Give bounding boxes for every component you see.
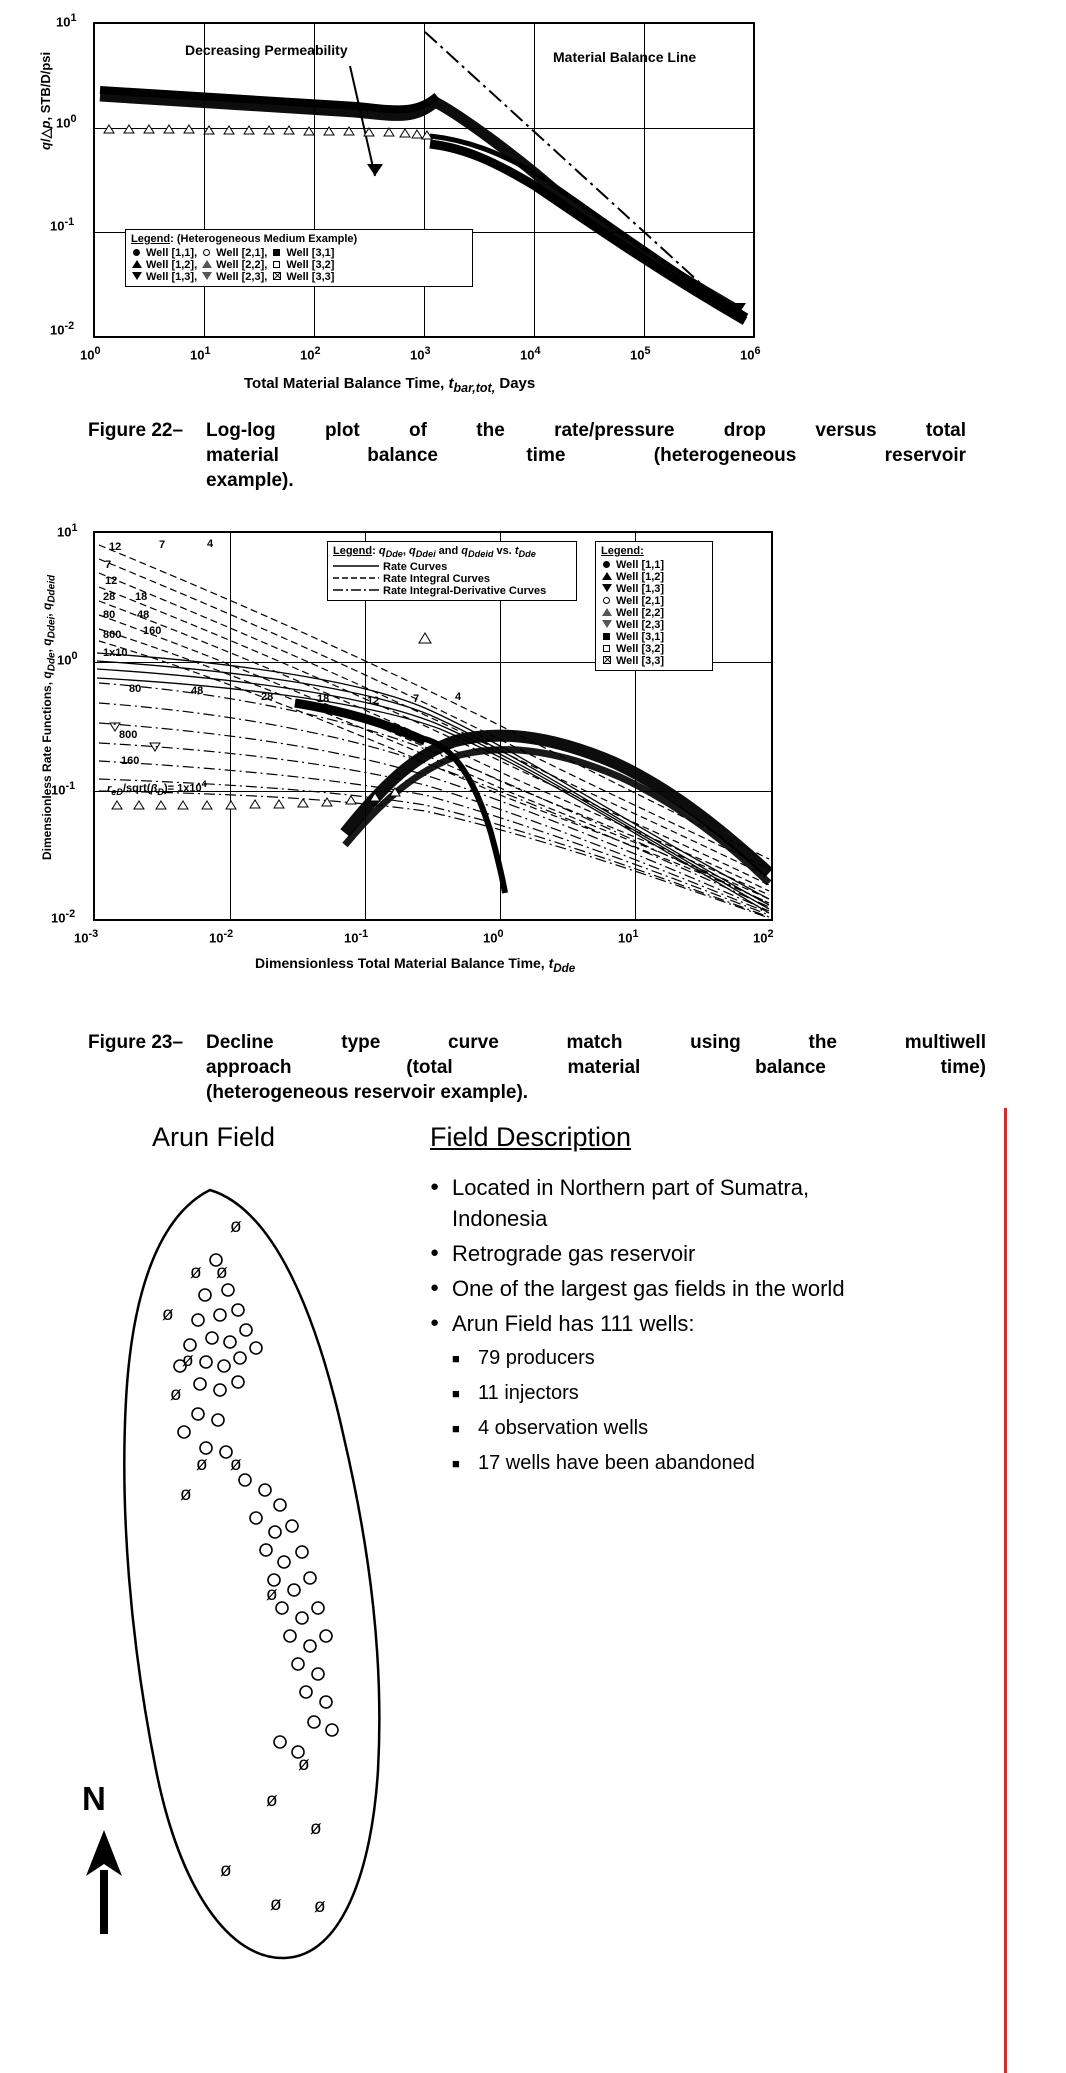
fig23-curve-label: 4: [455, 691, 462, 703]
arun-field-map: [70, 1170, 440, 1970]
figure-22-caption-line3: example).: [206, 470, 294, 491]
fig23-xtick-2: $10^{-1}$: [344, 928, 369, 946]
fig23-curve-label: 160: [121, 755, 140, 767]
fig22-legend-label: Well [1,1],: [146, 247, 198, 259]
slide-border-right: [1004, 1108, 1007, 2073]
fig23-legend-wells-row: [601, 559, 668, 571]
fig23-curve-label: 12: [109, 541, 122, 553]
fig23-curve-label: 12: [367, 695, 380, 707]
figure-23-caption-label: Figure 23–: [88, 1032, 184, 1053]
fig23-legend-curves-row: [333, 573, 550, 585]
fig23-curve-label: 48: [137, 609, 150, 621]
fig23-x-axis-label: Dimensionless Total Material Balance Time, $t_{Dde}$: [255, 955, 576, 975]
bullet-item: ● Arun Field has 111 wells:: [430, 1308, 910, 1339]
svg-text:ø: ø: [196, 1454, 208, 1475]
fig23-reD-label: $r_{eD}/sqrt(\beta_D)= 1x10^4$: [107, 779, 207, 797]
square-x-icon: [601, 656, 612, 667]
fig23-legend-wells-label: Well [2,2]: [616, 607, 665, 619]
fig23-curve-label: 800: [119, 729, 138, 741]
fig23-curve-label: 12: [105, 575, 118, 587]
fig22-xtick-4: $10^4$: [520, 345, 541, 363]
circle-filled-icon: [601, 560, 612, 571]
fig23-legend-curves: [327, 541, 577, 601]
square-open-icon: [601, 644, 612, 655]
fig22-xtick-6: $10^6$: [740, 345, 761, 363]
fig23-legend-wells: [595, 541, 713, 671]
fig23-plot-area: [93, 531, 773, 921]
fig23-legend-wells-label: Well [1,3]: [616, 583, 665, 595]
fig22-ytick-1: $10^0$: [56, 113, 77, 131]
svg-text:ø: ø: [170, 1384, 182, 1405]
fig23-legend-wells-label: Well [3,1]: [616, 631, 665, 643]
fig23-legend-wells-row: [601, 595, 668, 607]
svg-text:ø: ø: [266, 1790, 278, 1811]
fig23-ytick-2: $10^{-1}$: [51, 780, 76, 798]
fig22-legend-label: Well [2,2],: [216, 259, 268, 271]
svg-text:ø: ø: [190, 1262, 202, 1283]
fig23-curve-label: 18: [135, 591, 148, 603]
fig23-curve-label: 80: [129, 683, 142, 695]
triangle-down-open-icon: [201, 272, 212, 283]
triangle-up-open-icon: [601, 608, 612, 619]
fig22-annotation-material-balance: Material Balance Line: [553, 49, 697, 65]
fig23-legend-wells-row: [601, 643, 668, 655]
fig23-ytick-1: $10^0$: [57, 650, 78, 668]
fig23-xtick-5: $10^2$: [753, 928, 774, 946]
fig23-legend-wells-row: [601, 571, 668, 583]
fig22-legend-label: Well [3,1]: [286, 247, 335, 259]
bullet-subitem: ■ 17 wells have been abandoned: [452, 1448, 910, 1479]
triangle-up-filled-icon: [131, 260, 142, 271]
fig22-xtick-0: $10^0$: [80, 345, 101, 363]
square-x-icon: [271, 272, 282, 283]
fig23-curve-label: 4: [207, 538, 214, 550]
fig23-y-axis-label: Dimensionless Rate Functions, $q_{Dde}$, $q_{Ddei}$, $q_{Ddeid}$: [40, 574, 58, 860]
fig23-curve-label: 48: [191, 685, 204, 697]
fig22-ytick-0: $10^1$: [56, 12, 77, 30]
fig22-xtick-2: $10^2$: [300, 345, 321, 363]
svg-text:ø: ø: [220, 1860, 232, 1881]
fig23-xtick-1: $10^{-2}$: [209, 928, 234, 946]
dashed-line-icon: [333, 574, 379, 582]
fig23-curve-label: 800: [103, 629, 122, 641]
fig23-legend-wells-row: [601, 583, 668, 595]
svg-text:ø: ø: [180, 1484, 192, 1505]
fig22-xtick-5: $10^5$: [630, 345, 651, 363]
svg-text:ø: ø: [162, 1304, 174, 1325]
fig23-curve-label: 7: [413, 693, 420, 705]
triangle-up-filled-icon: [601, 572, 612, 583]
svg-text:ø: ø: [216, 1262, 228, 1283]
svg-text:ø: ø: [182, 1350, 194, 1371]
svg-text:ø: ø: [298, 1754, 310, 1775]
triangle-up-open-icon: [201, 260, 212, 271]
fig23-ytick-0: $10^1$: [57, 522, 78, 540]
figure-23-caption-line1: Decline type curve match using the multiwell: [206, 1032, 986, 1053]
triangle-down-open-icon: [601, 620, 612, 631]
figure-22-caption-label: Figure 22–: [88, 420, 184, 441]
triangle-down-filled-icon: [601, 584, 612, 595]
bullet-item: ● One of the largest gas fields in the world: [430, 1273, 910, 1304]
figure-22-caption-line2: material balance time (heterogeneous reservoir: [206, 445, 966, 466]
fig23-legend-wells-row: [601, 655, 668, 667]
fig23-xtick-4: $10^1$: [618, 928, 639, 946]
fig23-curve-label: 1x10: [103, 647, 128, 659]
circle-open-icon: [601, 596, 612, 607]
fig23-legend-wells-row: [601, 607, 668, 619]
fig23-legend-wells-label: Well [1,2]: [616, 571, 665, 583]
figure-22-caption-line1: Log-log plot of the rate/pressure drop versus total: [206, 420, 966, 441]
fig23-legend-wells-row: [601, 619, 668, 631]
fig22-legend: [125, 229, 473, 287]
fig23-legend-wells-label: Well [3,2]: [616, 643, 665, 655]
svg-text:ø: ø: [230, 1216, 242, 1237]
fig22-annotation-permeability: Decreasing Permeability: [185, 42, 348, 58]
svg-text:ø: ø: [230, 1454, 242, 1475]
figure-23-caption: [88, 1030, 1008, 1105]
bullet-subitem: ■ 11 injectors: [452, 1378, 910, 1409]
fig23-curve-label: 28: [261, 691, 274, 703]
bullet-subitem: ■ 79 producers: [452, 1343, 910, 1374]
svg-text:N: N: [82, 1780, 106, 1817]
fig22-xtick-3: $10^3$: [410, 345, 431, 363]
fig23-legend-curves-label: Rate Curves: [383, 561, 448, 574]
fig22-legend-row: [131, 271, 338, 283]
fig22-legend-title: Legend: [131, 233, 171, 245]
fig23-curve-label: 7: [105, 559, 112, 571]
fig22-legend-label: Well [1,2],: [146, 259, 198, 271]
dashdot-line-icon: [333, 586, 379, 594]
fig22-plot-area: [93, 22, 755, 338]
arun-map-title: Arun Field: [152, 1122, 276, 1152]
fig23-legend-wells-label: Well [3,3]: [616, 655, 665, 667]
fig22-legend-label: Well [1,3],: [146, 271, 198, 283]
fig23-legend-wells-label: Well [2,1]: [616, 595, 665, 607]
fig23-legend-wells-label: Well [1,1]: [616, 559, 665, 571]
square-filled-icon: [601, 632, 612, 643]
fig22-x-axis-label: Total Material Balance Time, $t_{bar,tot,}$ Days: [244, 375, 536, 395]
figure-23-caption-line3: (heterogeneous reservoir example).: [206, 1082, 529, 1103]
fig23-legend-curves-title: Legend: [333, 545, 373, 557]
fig23-legend-wells-title: Legend:: [601, 545, 644, 557]
circle-open-icon: [201, 248, 212, 259]
fig23-legend-wells-row: [601, 631, 668, 643]
fig23-legend-curves-row: [333, 585, 550, 597]
fig23-legend-curves-label: Rate Integral Curves: [383, 573, 490, 586]
arun-description-title: Field Description: [430, 1122, 632, 1152]
bullet-item: ● Located in Northern part of Sumatra, Indonesia: [430, 1172, 910, 1234]
svg-text:ø: ø: [270, 1894, 282, 1915]
fig22-y-axis-label: q/△p, STB/D/psi: [38, 51, 53, 150]
fig23-curve-label: 18: [317, 693, 330, 705]
fig23-curve-label: 80: [103, 609, 116, 621]
fig22-legend-row: [131, 247, 338, 259]
fig22-ytick-2: $10^{-1}$: [50, 216, 75, 234]
svg-text:ø: ø: [266, 1584, 278, 1605]
arun-field-description: [430, 1172, 910, 1483]
fig23-curve-label: 160: [143, 625, 162, 637]
fig22-legend-label: Well [3,3]: [286, 271, 335, 283]
fig23-xtick-3: $10^0$: [483, 928, 504, 946]
fig22-legend-label: Well [2,3],: [216, 271, 268, 283]
fig23-ytick-3: $10^{-2}$: [51, 908, 76, 926]
fig23-legend-curves-subtitle: : $q_{Dde}$, $q_{Ddei}$ and $q_{Ddeid}$ vs. $t_{Dde}$: [372, 545, 536, 560]
fig22-legend-label: Well [2,1],: [216, 247, 268, 259]
triangle-down-filled-icon: [131, 272, 142, 283]
fig23-xtick-0: $10^{-3}$: [74, 928, 99, 946]
svg-text:ø: ø: [310, 1818, 322, 1839]
fig22-xtick-1: $10^1$: [190, 345, 211, 363]
circle-filled-icon: [131, 248, 142, 259]
bullet-item: ● Retrograde gas reservoir: [430, 1238, 910, 1269]
bullet-subitem: ■ 4 observation wells: [452, 1413, 910, 1444]
compass-icon: [82, 1780, 122, 1934]
fig22-legend-row: [131, 259, 338, 271]
figure-23-caption-line2: approach (total material balance time): [206, 1057, 986, 1078]
square-filled-icon: [271, 248, 282, 259]
fig22-data: [95, 24, 753, 336]
square-open-icon: [271, 260, 282, 271]
fig22-ytick-3: $10^{-2}$: [50, 320, 75, 338]
fig22-legend-label: Well [3,2]: [286, 259, 335, 271]
solid-line-icon: [333, 562, 379, 570]
fig23-legend-curves-label: Rate Integral-Derivative Curves: [383, 585, 547, 598]
fig23-curve-label: 7: [159, 539, 166, 551]
fig23-curve-label: 28: [103, 591, 116, 603]
fig23-legend-wells-label: Well [2,3]: [616, 619, 665, 631]
fig22-legend-subtitle: : (Heterogeneous Medium Example): [170, 233, 358, 245]
figure-22-caption: [88, 418, 988, 493]
svg-text:ø: ø: [314, 1896, 326, 1917]
fig23-legend-curves-row: [333, 561, 550, 573]
